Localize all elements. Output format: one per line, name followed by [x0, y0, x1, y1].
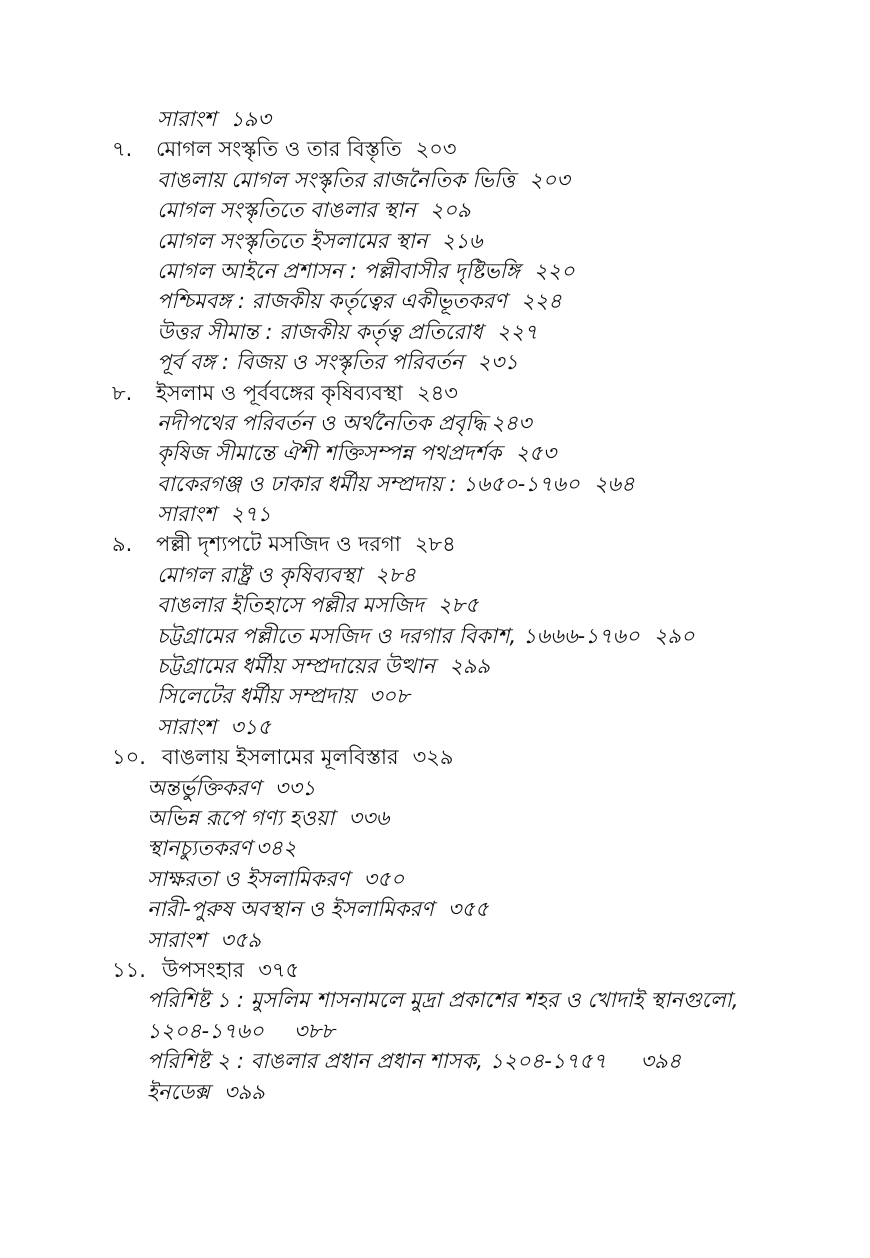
page-number: ২৯০ [653, 623, 695, 648]
entry-title: মোগল সংস্কৃতিতে বাঙলার স্থান [157, 198, 416, 223]
entry-title: সারাংশ [157, 714, 217, 739]
page-number: ২৮৪ [414, 532, 456, 557]
toc-entry [0, 621, 870, 651]
chapter-entry [0, 134, 870, 164]
page-number: ৩৫৯ [220, 927, 261, 952]
page-number: ২৮৪ [374, 562, 416, 587]
entry-title: পল্লী দৃশ্যপটে মসজিদ ও দরগা [156, 532, 401, 557]
entry-title: সারাংশ [157, 107, 217, 131]
toc-entry [0, 226, 870, 256]
page-number: ২৭১ [230, 502, 272, 527]
toc-entry [0, 499, 870, 529]
chapter-entry [0, 955, 870, 985]
toc-entry [0, 925, 870, 955]
toc-entry [0, 469, 870, 499]
page-number: ২০৩ [415, 137, 457, 162]
page-number: ১৯৩ [230, 107, 271, 131]
entry-title: সারাংশ [157, 502, 217, 527]
entry-title: অন্তর্ভুক্তিকরণ [147, 775, 261, 800]
chapter-number: ১১. [112, 957, 146, 982]
entry-title: সারাংশ [147, 927, 207, 952]
chapter-number: ৯. [112, 532, 133, 557]
toc-entry [0, 985, 870, 1015]
page-number: ৩৩১ [274, 775, 316, 800]
page-number: ২০৩ [528, 167, 570, 192]
toc-entry [0, 1077, 870, 1107]
entry-title: বাঙলার ইতিহাসে পল্লীর মসজিদ [157, 593, 424, 618]
page-number: ৩৯৯ [223, 1079, 265, 1104]
entry-title: মোগল রাষ্ট্র ও কৃষিব্যবস্থা [157, 562, 361, 587]
toc-entry [0, 256, 870, 286]
entry-title: মোগল আইনে প্রশাসন : পল্লীবাসীর দৃষ্টিভঙ্গি [157, 258, 520, 283]
toc-entry [0, 286, 870, 316]
toc-entry [0, 803, 870, 833]
page-number: ২৬৪ [593, 471, 635, 496]
page-number: ৩৫০ [363, 866, 405, 891]
page-number: ২৩১ [477, 350, 519, 375]
page-number: ২৪৩ [490, 410, 532, 435]
entry-title: স্থানচ্যুতকরণ [147, 836, 252, 861]
page-number: ২২৪ [520, 289, 562, 314]
page-number: ২০৯ [429, 198, 471, 223]
page-number: ৩৭৫ [258, 957, 300, 982]
entry-title: উত্তর সীমান্ত : রাজকীয় কর্তৃত্ব প্রতিরোধ [157, 319, 483, 344]
chapter-number: ৮. [112, 380, 133, 405]
entry-title: মোগল সংস্কৃতি ও তার বিস্তৃতি [156, 137, 402, 162]
page-number: ২৯৯ [449, 654, 491, 679]
toc-entry [0, 681, 870, 711]
page-number: ৩৫৫ [447, 897, 489, 922]
entry-title: কৃষিজ সীমান্তে ঐশী শক্তিসম্পন্ন পথপ্রদর্শক [157, 441, 502, 466]
toc-entry [0, 894, 870, 924]
entry-title: বাঙলায় ইসলামের মূলবিস্তার [162, 745, 399, 770]
entry-title: বাঙলায় মোগল সংস্কৃতির রাজনৈতিক ভিত্তি [157, 167, 515, 192]
toc-entry [0, 864, 870, 894]
toc-entry [0, 773, 870, 803]
entry-title: পরিশিষ্ট ১ : মুসলিম শাসনামলে মুদ্রা প্রকাশের শহর ও খোদাই স্থানগুলো, [147, 988, 739, 1013]
toc-entry [0, 438, 870, 468]
page-number: ৩২৯ [412, 745, 454, 770]
chapter-entry [0, 529, 870, 559]
chapter-number: ৭. [112, 137, 133, 162]
entry-title: অভিন্ন রূপে গণ্য হওয়া [147, 805, 335, 830]
entry-title: পশ্চিমবঙ্গ : রাজকীয় কর্তৃত্বের একীভূতকরণ [157, 289, 507, 314]
entry-title: নারী-পুরুষ অবস্থান ও ইসলামিকরণ [147, 897, 434, 922]
toc-entry [0, 408, 870, 438]
entry-title: উপসংহার [162, 957, 245, 982]
entry-title: ইসলাম ও পূর্ববঙ্গের কৃষিব্যবস্থা [156, 380, 403, 405]
entry-title: ইনডেক্স [147, 1079, 210, 1104]
toc-entry [0, 165, 870, 195]
page-number: ২৪৩ [416, 380, 458, 405]
toc-entry [0, 833, 870, 863]
entry-title: মোগল সংস্কৃতিতে ইসলামের স্থান [157, 228, 428, 253]
toc-entry [0, 651, 870, 681]
page-number: ২৫৩ [515, 441, 557, 466]
entry-title: সাক্ষরতা ও ইসলামিকরণ [147, 866, 350, 891]
entry-title: ১২০৪-১৭৬০ [147, 1018, 264, 1043]
toc-entry [0, 1016, 870, 1046]
toc-entry [0, 560, 870, 590]
toc-entry [0, 347, 870, 377]
entry-title: চট্টগ্রামের ধর্মীয় সম্প্রদায়ের উত্থান [157, 654, 436, 679]
toc-entry [0, 712, 870, 742]
entry-title: বাকেরগঞ্জ ও ঢাকার ধর্মীয় সম্প্রদায় : ১৬৫০-১৭৬০ [157, 471, 580, 496]
entry-title: পরিশিষ্ট ২ : বাঙলার প্রধান প্রধান শাসক, ১২০৪-১৭৫৭ [147, 1049, 607, 1074]
toc-entry [0, 104, 870, 134]
entry-title: সিলেটের ধর্মীয় সম্প্রদায় [157, 684, 355, 709]
page-number: ২২৭ [496, 319, 538, 344]
toc-entry [0, 1046, 870, 1076]
toc-entry [0, 590, 870, 620]
page-number: ৩১৫ [230, 714, 271, 739]
page-number: ৩৩৬ [348, 805, 390, 830]
entry-title: পূর্ব বঙ্গ : বিজয় ও সংস্কৃতির পরিবর্তন [157, 350, 464, 375]
chapter-entry [0, 378, 870, 408]
entry-title: নদীপথের পরিবর্তন ও অর্থনৈতিক প্রবৃদ্ধি [157, 410, 487, 435]
page-number: ২১৬ [441, 228, 483, 253]
toc-entry [0, 317, 870, 347]
chapter-number: ১০. [112, 745, 146, 770]
toc-entry [0, 195, 870, 225]
table-of-contents [0, 104, 870, 1107]
entry-title: চট্টগ্রামের পল্লীতে মসজিদ ও দরগার বিকাশ, ১৬৬৬-১৭৬০ [157, 623, 640, 648]
chapter-entry [0, 742, 870, 772]
page-number: ৩৮৮ [293, 1018, 335, 1043]
page-number: ২২০ [533, 258, 575, 283]
page-number: ৩০৮ [368, 684, 410, 709]
page-number: ৩৪২ [255, 836, 297, 861]
page-number: ২৮৫ [437, 593, 479, 618]
page-number: ৩৯৪ [640, 1049, 682, 1074]
